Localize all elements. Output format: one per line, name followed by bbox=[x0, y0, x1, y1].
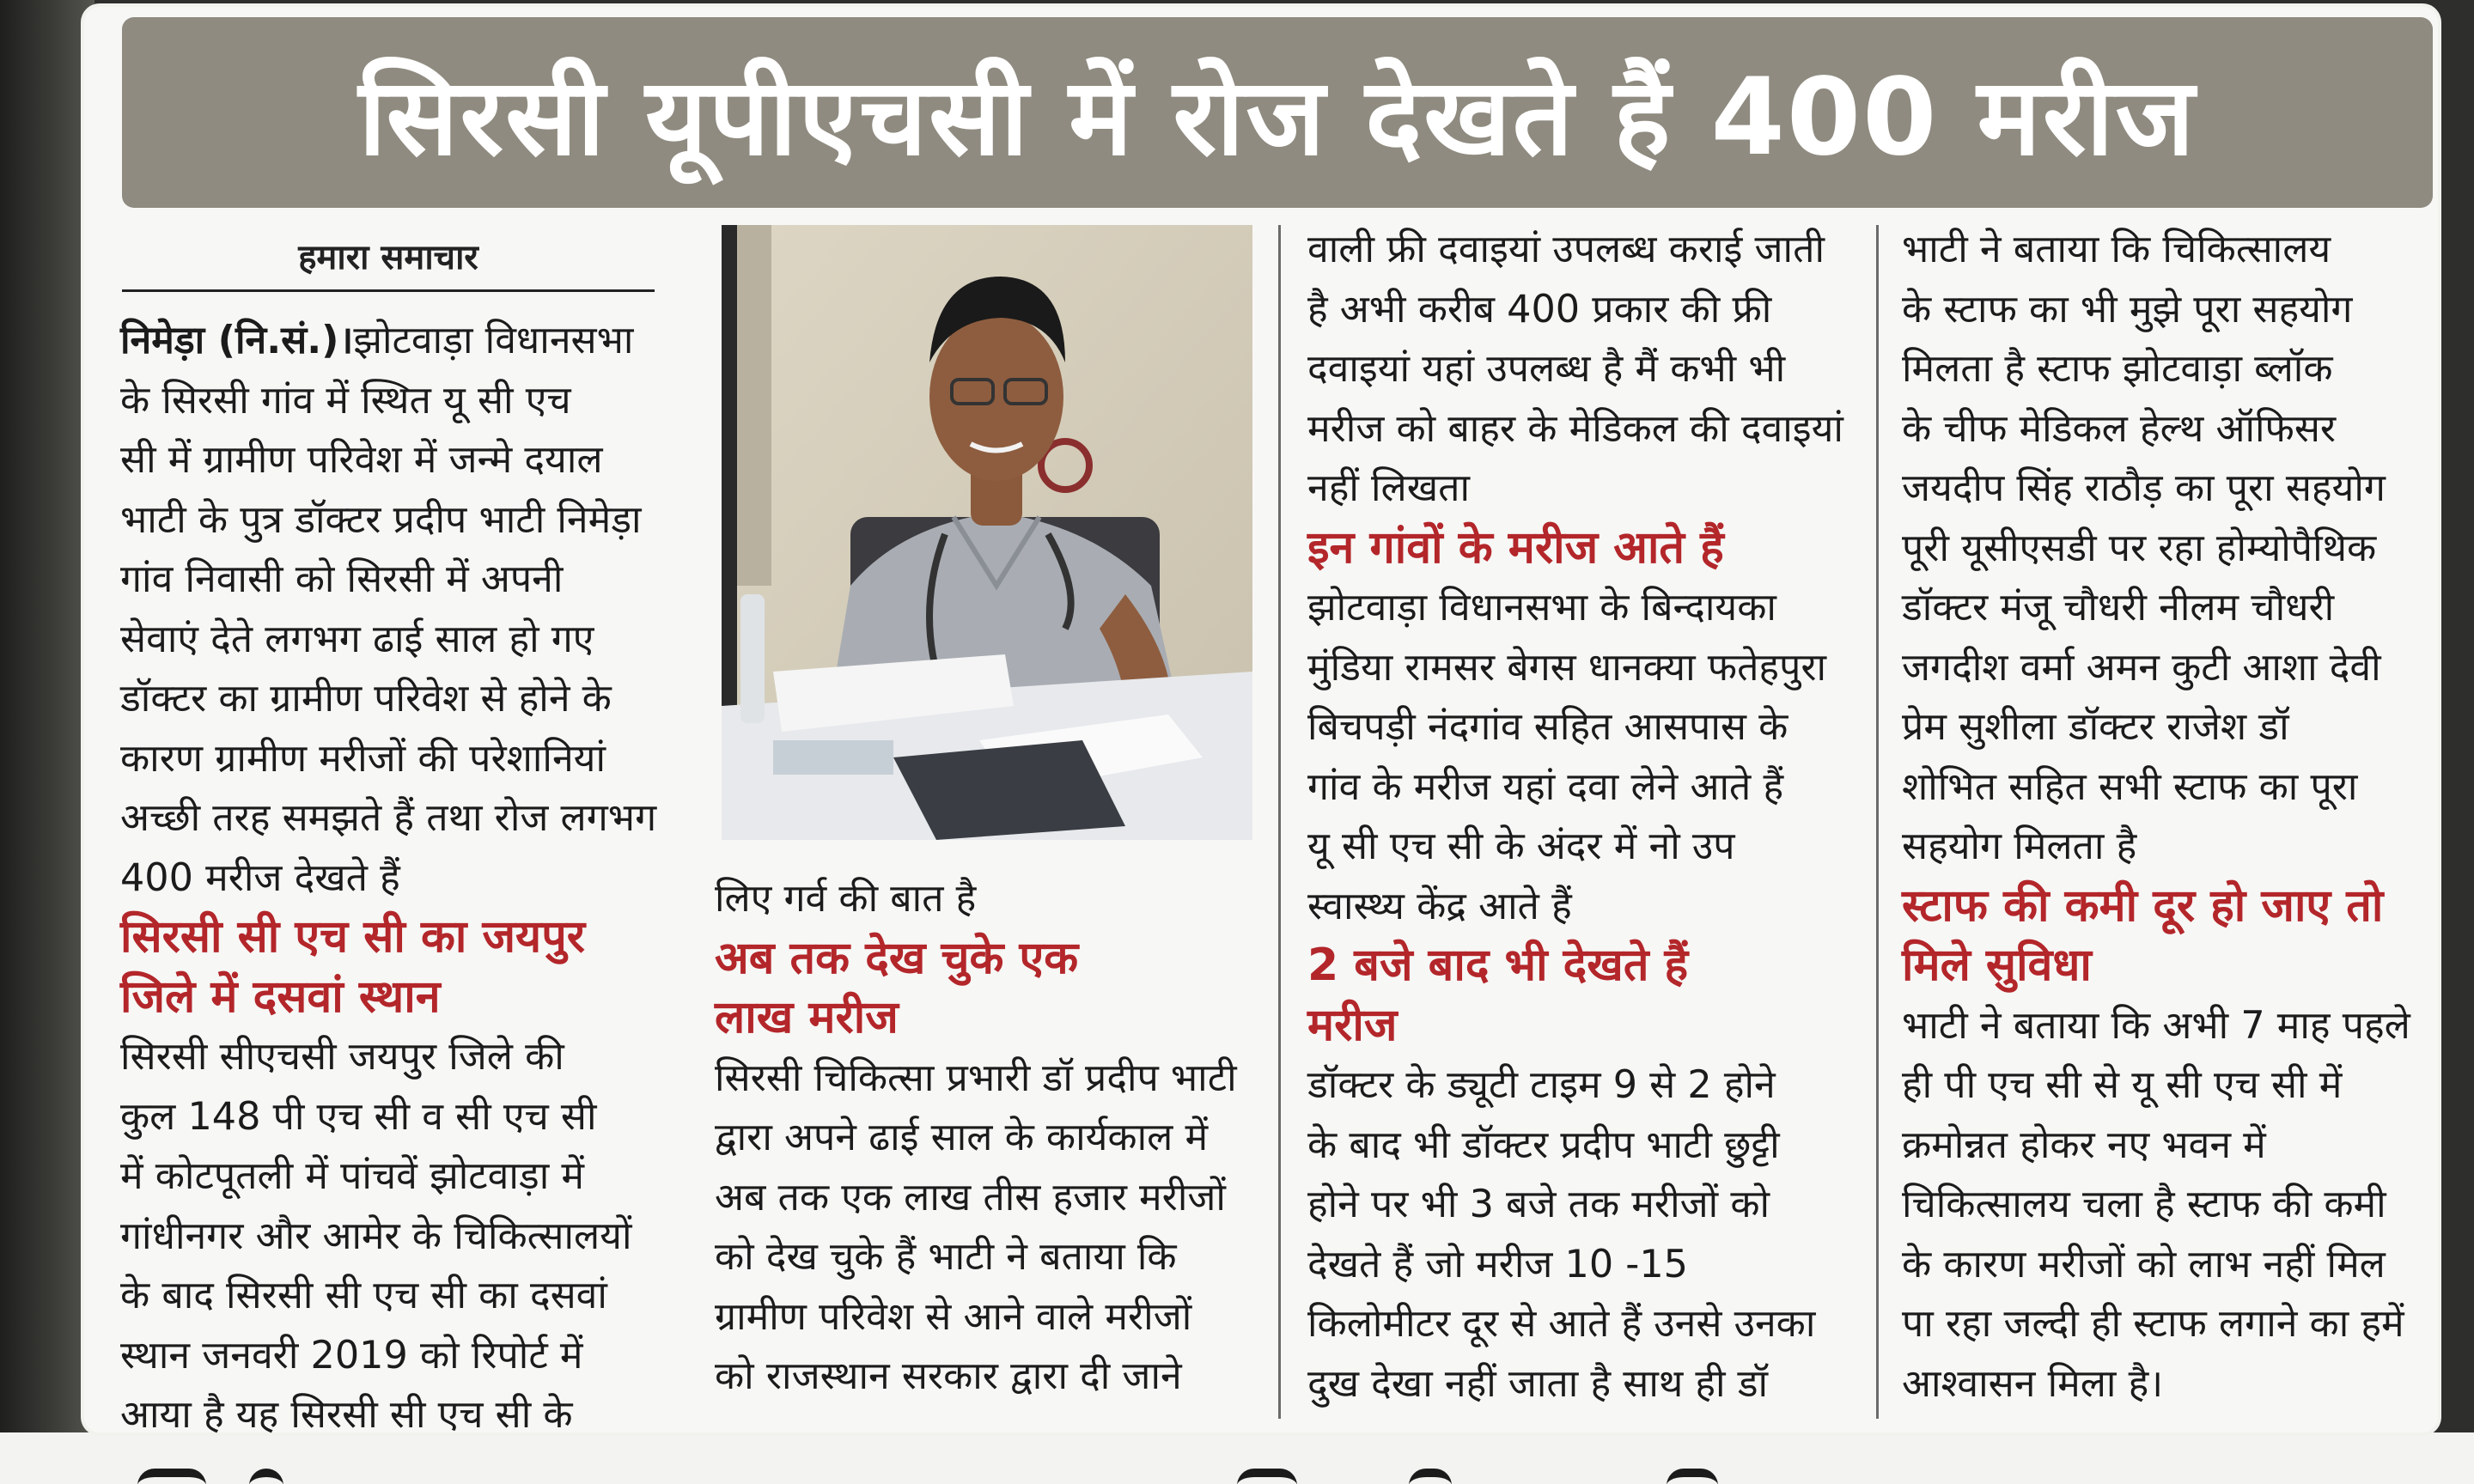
column-3-line: किलोमीटर दूर से आते हैं उनसे उनका bbox=[1307, 1302, 1816, 1346]
column-1-line: डॉक्टर का ग्रामीण परिवेश से होने के bbox=[120, 677, 612, 721]
column-4-line: के कारण मरीजों को लाभ नहीं मिल bbox=[1902, 1242, 2386, 1286]
column-3-line: यू सी एच सी के अंदर में नो उप bbox=[1307, 824, 1735, 868]
byline: हमारा समाचार bbox=[298, 237, 478, 277]
next-headline-fragment bbox=[120, 1460, 2354, 1484]
column-3-line: झोटवाड़ा विधानसभा के बिन्दायका bbox=[1307, 586, 1776, 629]
column-4-line: भाटी ने बताया कि चिकित्सालय bbox=[1902, 228, 2331, 271]
column-1-line: सिरसी सीएचसी जयपुर जिले की bbox=[120, 1035, 564, 1079]
column-3-line: मुंडिया रामसर बेगस धानक्या फतेहपुरा bbox=[1307, 645, 1827, 690]
column-1-line: भाटी के पुत्र डॉक्टर प्रदीप भाटी निमेड़ा bbox=[120, 497, 642, 542]
column-4-line: सहयोग मिलता है bbox=[1902, 824, 2137, 868]
background-left bbox=[0, 0, 94, 1484]
column-4-line: पूरी यूसीएसडी पर रहा होम्योपैथिक bbox=[1902, 526, 2377, 570]
column-3-line: होने पर भी 3 बजे तक मरीजों को bbox=[1307, 1183, 1770, 1226]
column-4-line: आश्वासन मिला है। bbox=[1902, 1361, 2164, 1406]
column-3-line: के बाद भी डॉक्टर प्रदीप भाटी छुट्टी bbox=[1307, 1122, 1780, 1167]
column-4-line: भाटी ने बताया कि अभी 7 माह पहले bbox=[1902, 1003, 2410, 1048]
column-3-line: डॉक्टर के ड्यूटी टाइम 9 से 2 होने bbox=[1307, 1063, 1776, 1107]
column-3-line: दुख देखा नहीं जाता है साथ ही डॉ bbox=[1307, 1361, 1769, 1406]
subheading: अब तक देख चुके एक bbox=[715, 932, 1079, 984]
column-1-line: में कोटपूतली में पांचवें झोटवाड़ा में bbox=[120, 1154, 585, 1198]
column-1-line: अच्छी तरह समझते हैं तथा रोज लगभग bbox=[120, 796, 657, 840]
column-4-line: जगदीश वर्मा अमन कुटी आशा देवी bbox=[1902, 645, 2381, 690]
subheading: 2 बजे बाद भी देखते हैं bbox=[1307, 940, 1689, 991]
column-3-line: स्वास्थ्य केंद्र आते हैं bbox=[1307, 884, 1572, 928]
subheading: मरीज bbox=[1307, 999, 1398, 1051]
dateline: निमेड़ा (नि.सं.)। bbox=[120, 319, 354, 362]
subheading: लाख मरीज bbox=[715, 992, 899, 1043]
column-4-line: ही पी एच सी से यू सी एच सी में bbox=[1902, 1063, 2343, 1107]
column-2-line: अब तक एक लाख तीस हजार मरीजों bbox=[715, 1175, 1226, 1219]
column-2-line: को देख चुके हैं भाटी ने बताया कि bbox=[715, 1235, 1177, 1279]
subheading: इन गांवों के मरीज आते हैं bbox=[1307, 521, 1724, 574]
column-4-line: क्रमोन्नत होकर नए भवन में bbox=[1902, 1122, 2266, 1167]
column-3-line: मरीज को बाहर के मेडिकल की दवाइयां bbox=[1307, 406, 1843, 451]
column-1-line: सेवाएं देते लगभग ढाई साल हो गए bbox=[120, 617, 594, 661]
column-1-line: के सिरसी गांव में स्थित यू सी एच bbox=[120, 378, 571, 423]
column-1-line: निमेड़ा (नि.सं.)।झोटवाड़ा विधानसभा bbox=[120, 319, 634, 362]
column-1-line: सी में ग्रामीण परिवेश में जन्मे दयाल bbox=[120, 438, 603, 482]
column-4-line: प्रेम सुशीला डॉक्टर राजेश डॉ bbox=[1902, 705, 2289, 749]
column-divider bbox=[1876, 225, 1879, 1419]
column-4-line: पा रहा जल्दी ही स्टाफ लगाने का हमें bbox=[1902, 1302, 2404, 1346]
column-3-line: गांव के मरीज यहां दवा लेने आते हैं bbox=[1307, 764, 1784, 809]
column-2-line: को राजस्थान सरकार द्वारा दी जाने bbox=[715, 1354, 1182, 1398]
column-4-line: डॉक्टर मंजू चौधरी नीलम चौधरी bbox=[1902, 586, 2335, 629]
column-4 bbox=[1902, 220, 2434, 1414]
column-2 bbox=[715, 869, 1264, 1407]
subheading: सिरसी सी एच सी का जयपुर bbox=[120, 911, 585, 963]
column-divider bbox=[1278, 225, 1281, 1419]
column-2-line: सिरसी चिकित्सा प्रभारी डॉ प्रदीप भाटी bbox=[715, 1055, 1237, 1100]
column-1-line: स्थान जनवरी 2019 को रिपोर्ट में bbox=[120, 1333, 583, 1378]
column-1-line: कारण ग्रामीण मरीजों की परेशानियां bbox=[120, 736, 606, 781]
column-2-line: द्वारा अपने ढाई साल के कार्यकाल में bbox=[715, 1116, 1209, 1159]
column-3-line: दवाइयां यहां उपलब्ध है मैं कभी भी bbox=[1307, 347, 1786, 391]
column-1-line: 400 मरीज देखते हैं bbox=[120, 855, 400, 900]
subheading: जिले में दसवां स्थान bbox=[120, 970, 441, 1023]
column-4-line: के चीफ मेडिकल हेल्थ ऑफिसर bbox=[1902, 406, 2337, 451]
column-4-line: शोभित सहित सभी स्टाफ का पूरा bbox=[1902, 764, 2358, 809]
column-1-line: गांधीनगर और आमेर के चिकित्सालयों bbox=[120, 1213, 632, 1258]
headline: सिरसी यूपीएचसी में रोज देखते हैं 400 मरीज bbox=[358, 55, 2197, 179]
column-2-line: ग्रामीण परिवेश से आने वाले मरीजों bbox=[715, 1294, 1192, 1339]
column-1-line: के बाद सिरसी सी एच सी का दसवां bbox=[120, 1274, 607, 1317]
column-4-line: चिकित्सालय चला है स्टाफ की कमी bbox=[1902, 1183, 2386, 1226]
column-1-line: गांव निवासी को सिरसी में अपनी bbox=[120, 557, 564, 601]
column-1-line: कुल 148 पी एच सी व सी एच सी bbox=[120, 1094, 597, 1139]
column-3 bbox=[1307, 220, 1857, 1414]
column-4-line: के स्टाफ का भी मुझे पूरा सहयोग bbox=[1902, 287, 2353, 331]
subheading: स्टाफ की कमी दूर हो जाए तो bbox=[1902, 879, 2384, 932]
column-1-line: आया है यह सिरसी सी एच सी के bbox=[120, 1393, 573, 1437]
doctor-photo-image bbox=[722, 225, 1252, 840]
column-4-line: जयदीप सिंह राठौड़ का पूरा सहयोग bbox=[1902, 466, 2386, 510]
column-3-line: वाली फ्री दवाइयां उपलब्ध कराई जाती bbox=[1307, 228, 1825, 271]
column-2-line: लिए गर्व की बात है bbox=[715, 877, 977, 921]
column-1 bbox=[120, 311, 661, 1445]
doctor-photo bbox=[722, 225, 1252, 840]
subheading: मिले सुविधा bbox=[1902, 940, 2092, 991]
column-4-line: मिलता है स्टाफ झोटवाड़ा ब्लॉक bbox=[1902, 347, 2333, 391]
column-3-line: देखते हैं जो मरीज 10 -15 bbox=[1307, 1242, 1688, 1286]
column-3-line: बिचपड़ी नंदगांव सहित आसपास के bbox=[1307, 705, 1788, 749]
column-3-line: नहीं लिखता bbox=[1307, 466, 1470, 510]
column-3-line: है अभी करीब 400 प्रकार की फ्री bbox=[1307, 287, 1772, 331]
